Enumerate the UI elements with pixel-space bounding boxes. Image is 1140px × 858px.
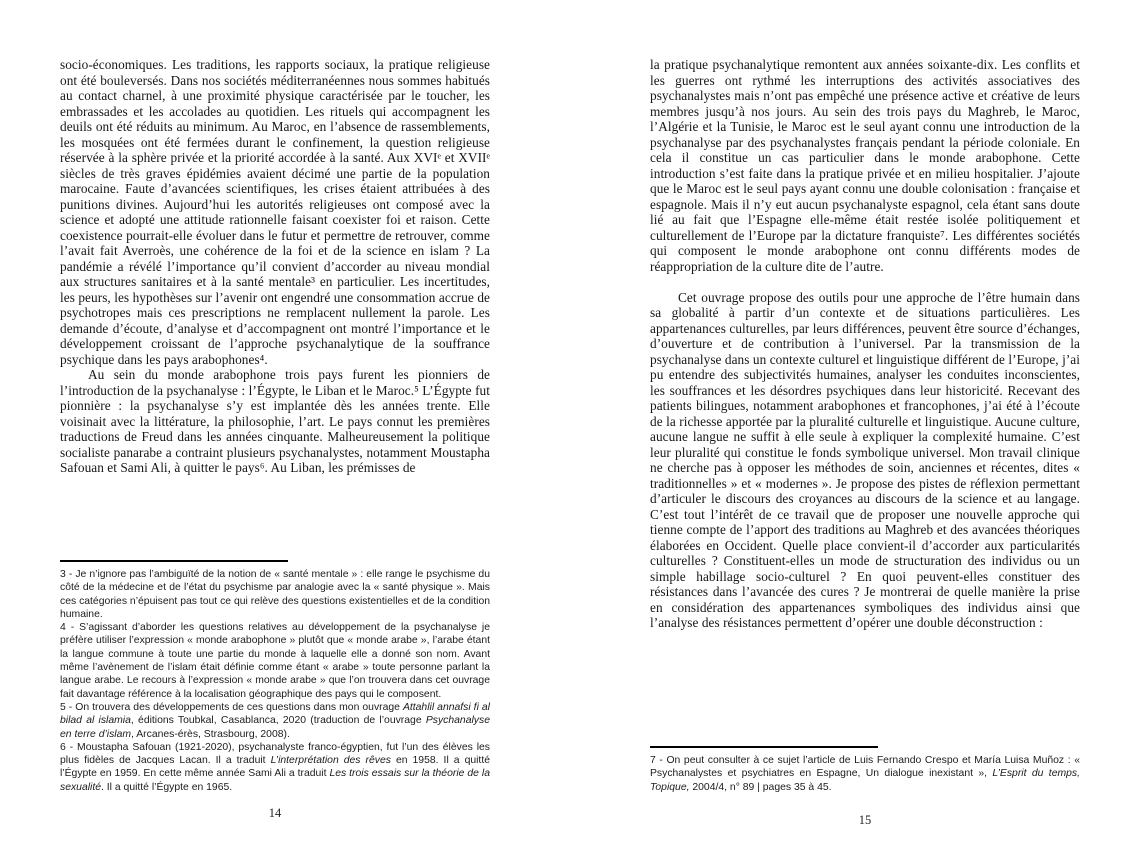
page-number-left: 14 [268,806,282,820]
footnote-7: 7 - On peut consulter à ce sujet l’article de Luis Fernando Crespo et María Luisa Muñoz : « Psychanalystes et psychiatres en Espagne, Un dialogue inexistant », L’Esprit du temps, Topique, 2004/4, n° 89 | pages 35 à 45. [650,755,1080,793]
footnote-4: 4 - S’agissant d’aborder les questions relatives au développement de la psychanalyse je préfère utiliser l’expression « monde arabophone » plutôt que « monde arabe », l’arabe étant la langue commune à toute une partie du monde à laquelle elle a donné son nom. Avant même l’avènement de l’islam était définie comme étant « arabe » toute personne parlant la langue arabe. Le recours à l’expression « monde arabe » que l’on trouvera dans cet ouvrage fait davantage référence à la localisation géographique des pays qui le composent. [60,622,490,700]
footnote-separator-rule [650,746,878,748]
footnote-5: 5 - On trouvera des développements de ces questions dans mon ouvrage Attahlil annafsi fi al bilad al islamia, éditions Toubkal, Casablanca, 2020 (traduction de l’ouvrage Psychanalyse en terre d’islam, Arcanes-érès, Strasbourg, 2008). [60,701,490,740]
page-right-body [650,57,1080,631]
paragraph-continuation: la pratique psychanalytique remontent aux années soixante-dix. Les conflits et les guerres ont rythmé les interruptions des activités associatives des psychanalystes mais n’ont pas empêché une présence active et créative de leurs membres jusqu’à nos jours. Au sein des trois pays du Maghreb, le Maroc, l’Algérie et la Tunisie, le Maroc est le seul ayant connu une introduction de la psychanalyse par des psychanalystes français pendant la période coloniale. En cela il constitue un cas particulier dans le monde arabophone. Cette introduction s’est faite dans la pratique privée et en milieu hospitalier. J’ajoute que le Maroc est le seul pays ayant connu une double colonisation : française et espagnole. Mais il n’y eut aucun psychanalyste espagnol, cela étant sans doute lié au fait que l’Espagne elle-même était restée isolée politiquement et culturellement de l’Europe par la dictature franquiste⁷. Les différentes sociétés qui composent le monde arabophone ont connu différents modes de réappropriation de la culture dite de l’autre. [650,57,1080,274]
footnote-6: 6 - Moustapha Safouan (1921-2020), psychanalyste franco-égyptien, fut l’un des élèves les plus fidèles de Jacques Lacan. Il a traduit L’interprétation des rêves en 1958. Il a quitté l’Égypte en 1959. En cette même année Sami Ali a traduit Les trois essais sur la théorie de la sexualité. Il a quitté l’Égypte en 1965. [60,741,490,793]
page-right-footnotes [650,746,1080,794]
paragraph-continuation: socio-économiques. Les traditions, les rapports sociaux, la pratique religieuse ont été bouleversés. Dans nos sociétés méditerranéennes nous sommes habitués au contact charnel, à une proximité physique caractérisée par le toucher, les embrassades et les accolades au quotidien. Les rituels qui accompagnent les deuils ont été réduits au minimum. Au Maroc, en l’absence de rassemblements, les mosquées ont été fermées durant le confinement, la question religieuse réservée à la sphère privée et la priorité accordée à la santé. Aux XVIᵉ et XVIIᵉ siècles de très graves épidémies avaient décimé une partie de la population marocaine. Faute d’avancées scientifiques, les crises étaient attribuées à des punitions divines. Aujourd’hui les autorités religieuses ont composé avec la science et adopté une attitude rationnelle faisant coexister foi et raison. Cette coexistence pourrait-elle évoluer dans le futur et permettre de retrouver, comme l’avait fait Averroès, une cohérence de la foi et de la science en islam ? La pandémie a révélé l’importance qu’il convient d’accorder au niveau mondial aux structures sanitaires et à la santé mentale³ en particulier. Les incertitudes, les peurs, les hypothèses sur l’avenir ont engendré une consommation accrue de psychotropes mais ces prescriptions ne remplacent nullement la parole. Les demande d’écoute, d’analyse et d’accompagnent ont montré l’importance et le développement croissant de l’approche psychanalytique de la souffrance psychique dans les pays arabophones⁴. [60,57,490,367]
paragraph: Au sein du monde arabophone trois pays furent les pionniers de l’introduction de la psychanalyse : l’Égypte, le Liban et le Maroc.⁵ L’Égypte fut pionnière : la psychanalyse s’y est implantée dès les années trente. Elle voisinait avec la littérature, la philosophie, l’art. Le pays connut les premières traductions de Freud dans les années cinquante. Malheureusement la politique socialiste panarabe a contraint plusieurs psychanalystes, notamment Moustapha Safouan et Sami Ali, à quitter le pays⁶. Au Liban, les prémisses de [60,367,490,475]
page-left-footnotes [60,560,490,794]
paragraph: Cet ouvrage propose des outils pour une approche de l’être humain dans sa globalité à partir d’un contexte et de situations particulières. Les appartenances culturelles, par leurs différences, peuvent être source d’échanges, d’ouverture et de contribution à l’universel. Par la transmission de la psychanalyse dans un contexte culturel et linguistique différent de l’Europe, j’ai pu entendre des subjectivités humaines, analyser les conduites inconscientes, les souffrances et les désordres psychiques dans leur historicité. Recevant des patients bilingues, notamment arabophones et francophones, j’ai été à l’écoute de la richesse apportée par la pluralité culturelle et linguistique. Aucune culture, aucune langue ne suffit à elle seule à expliquer la complexité humaine. C’est leur pluralité qui constitue le fonds symbolique universel. Mon travail clinique ne cherche pas à opposer les méthodes de soin, anciennes et récentes, dites « traditionnelles » et « modernes ». Je propose des pistes de réflexion permettant d’articuler le discours des croyances au discours de la science et au langage. C’est tout l’intérêt de ce travail que de proposer une nouvelle approche qui tienne compte de l’apport des traditions au Maghreb et des avancées théoriques élaborées en Occident. Quelle place convient-il d’accorder aux particularités culturelles ? Constituent-elles un mode de structuration des individus ou un simple habillage socio-culturel ? En quoi peuvent-elles constituer des résistances dans l’avancée des cures ? Je montrerai de quelle manière la prise en considération des appartenances symboliques des individus ainsi que l’analyse des résistances permettent d’opérer une double déconstruction : [650,289,1080,630]
page-number-right: 15 [858,813,872,827]
footnote-separator-rule [60,560,288,562]
page-right [570,0,1140,858]
page-left-body [60,57,490,476]
footnote-3: 3 - Je n’ignore pas l’ambiguïté de la notion de « santé mentale » : elle range le psychisme du côté de la médecine et de l’état du psychisme par analogie avec la « santé physique ». Mais ces catégories n’épuisent pas tout ce qui relève des questions existentielles et de la condition humaine. [60,569,490,620]
